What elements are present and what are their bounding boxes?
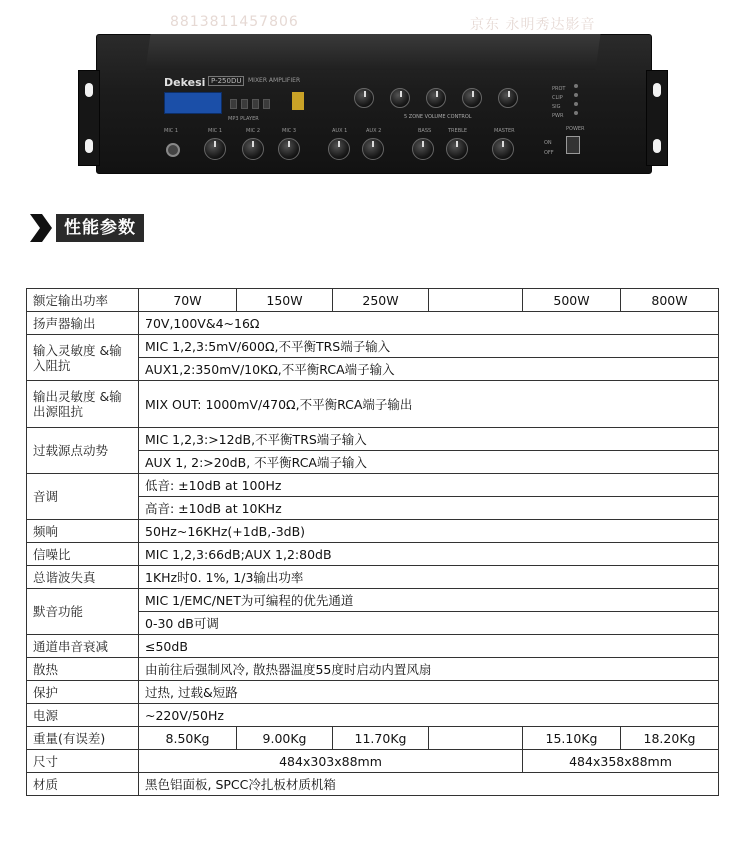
bass-knob (412, 138, 434, 160)
weight-cell (429, 727, 523, 750)
zone-knob (390, 88, 410, 108)
value-cell: AUX1,2:350mV/10KΩ,不平衡RCA端子输入 (139, 358, 719, 381)
status-label: PWR (552, 113, 564, 119)
value-cell: MIX OUT: 1000mV/470Ω,不平衡RCA端子输出 (139, 381, 719, 428)
mic-jack-icon (166, 143, 180, 157)
status-label: CLIP (552, 95, 563, 101)
zone-knob (426, 88, 446, 108)
value-cell: MIC 1/EMC/NET为可编程的优先通道 (139, 589, 719, 612)
rack-ear-right (646, 70, 668, 166)
row-label: 额定输出功率 (27, 289, 139, 312)
power-switch-icon (566, 136, 580, 154)
power-cell (429, 289, 523, 312)
status-label: PROT (552, 86, 566, 92)
weight-cell: 11.70Kg (333, 727, 429, 750)
table-row (27, 704, 719, 727)
status-label: SIG (552, 104, 561, 110)
row-label: 音调 (27, 474, 139, 520)
row-label: 散热 (27, 658, 139, 681)
input-label: AUX 2 (366, 128, 382, 134)
zone-knob (354, 88, 374, 108)
power-cell: 500W (523, 289, 621, 312)
dimension-cell: 484x303x88mm (139, 750, 523, 773)
value-cell: MIC 1,2,3:5mV/600Ω,不平衡TRS端子输入 (139, 335, 719, 358)
master-knob (492, 138, 514, 160)
value-cell: MIC 1,2,3:66dB;AUX 1,2:80dB (139, 543, 719, 566)
value-cell: 由前往后强制风冷, 散热器温度55度时启动内置风扇 (139, 658, 719, 681)
mp3-label: MP3 PLAYER (228, 116, 259, 122)
table-row (27, 312, 719, 335)
treble-knob (446, 138, 468, 160)
weight-cell: 15.10Kg (523, 727, 621, 750)
row-label: 电源 (27, 704, 139, 727)
value-cell: 过热, 过载&短路 (139, 681, 719, 704)
row-label: 输入灵敏度 &输入阻抗 (27, 335, 139, 381)
table-row (27, 566, 719, 589)
row-label: 重量(有误差) (27, 727, 139, 750)
spec-table (26, 288, 719, 796)
value-cell: AUX 1, 2:>20dB, 不平衡RCA端子输入 (139, 451, 719, 474)
input-label: AUX 1 (332, 128, 348, 134)
row-label: 过载源点动势 (27, 428, 139, 474)
input-label: BASS (418, 128, 432, 134)
table-row (27, 474, 719, 497)
weight-cell: 18.20Kg (621, 727, 719, 750)
input-label: MIC 2 (246, 128, 261, 134)
value-cell: 低音: ±10dB at 100Hz (139, 474, 719, 497)
power-label: POWER (566, 126, 585, 132)
mic1-knob (204, 138, 226, 160)
row-label: 保护 (27, 681, 139, 704)
table-row (27, 520, 719, 543)
row-label: 通道串音衰减 (27, 635, 139, 658)
zone-knob (462, 88, 482, 108)
aux2-knob (362, 138, 384, 160)
amplifier-photo (78, 30, 668, 178)
mp3-display (164, 92, 222, 114)
value-cell: 70V,100V&4~16Ω (139, 312, 719, 335)
value-cell: 高音: ±10dB at 10KHz (139, 497, 719, 520)
weight-cell: 9.00Kg (237, 727, 333, 750)
amplifier-top-cover (145, 34, 600, 70)
input-label: MIC 1 (208, 128, 223, 134)
table-row (27, 543, 719, 566)
rack-ear-left (78, 70, 100, 166)
value-cell: ≤50dB (139, 635, 719, 658)
row-label: 信噪比 (27, 543, 139, 566)
zone-knob (498, 88, 518, 108)
table-row (27, 381, 719, 428)
mic2-knob (242, 138, 264, 160)
input-label: TREBLE (448, 128, 468, 134)
brand-logo: Dekesi (164, 76, 206, 89)
aux1-knob (328, 138, 350, 160)
row-label: 频响 (27, 520, 139, 543)
value-cell: 黑色铝面板, SPCC冷扎板材质机箱 (139, 773, 719, 796)
chevron-right-icon (28, 212, 54, 244)
watermark-right: 京东 永明秀达影音 (470, 17, 596, 33)
power-cell: 800W (621, 289, 719, 312)
zone-control-label: 5 ZONE VOLUME CONTROL (404, 114, 472, 120)
row-label: 总谐波失真 (27, 566, 139, 589)
model-badge: P-250DU (208, 76, 244, 86)
table-row (27, 727, 719, 750)
watermark-left: 8813811457806 (170, 14, 299, 30)
weight-cell: 8.50Kg (139, 727, 237, 750)
usb-port-icon (292, 92, 304, 110)
row-label: 扬声器输出 (27, 312, 139, 335)
input-label: MIC 1 (164, 128, 179, 134)
table-row (27, 589, 719, 612)
row-label: 默音功能 (27, 589, 139, 635)
input-label: MASTER (494, 128, 515, 134)
table-row (27, 635, 719, 658)
value-cell: MIC 1,2,3:>12dB,不平衡TRS端子输入 (139, 428, 719, 451)
section-title: 性能参数 (56, 214, 144, 242)
power-cell: 250W (333, 289, 429, 312)
row-label: 尺寸 (27, 750, 139, 773)
value-cell: 50Hz~16KHz(+1dB,-3dB) (139, 520, 719, 543)
value-cell: 0-30 dB可调 (139, 612, 719, 635)
power-cell: 70W (139, 289, 237, 312)
table-row (27, 335, 719, 358)
table-row (27, 773, 719, 796)
table-row (27, 750, 719, 773)
mp3-buttons (230, 94, 290, 114)
table-row (27, 428, 719, 451)
switch-off-label: OFF (544, 150, 554, 156)
switch-on-label: ON (544, 140, 552, 146)
table-row (27, 681, 719, 704)
dimension-cell: 484x358x88mm (523, 750, 719, 773)
row-label: 材质 (27, 773, 139, 796)
table-row (27, 658, 719, 681)
panel-title: MIXER AMPLIFIER (248, 77, 301, 84)
mic3-knob (278, 138, 300, 160)
input-label: MIC 3 (282, 128, 297, 134)
power-cell: 150W (237, 289, 333, 312)
value-cell: 1KHz时0. 1%, 1/3输出功率 (139, 566, 719, 589)
table-row (27, 289, 719, 312)
value-cell: ~220V/50Hz (139, 704, 719, 727)
row-label: 输出灵敏度 &输出源阻抗 (27, 381, 139, 428)
